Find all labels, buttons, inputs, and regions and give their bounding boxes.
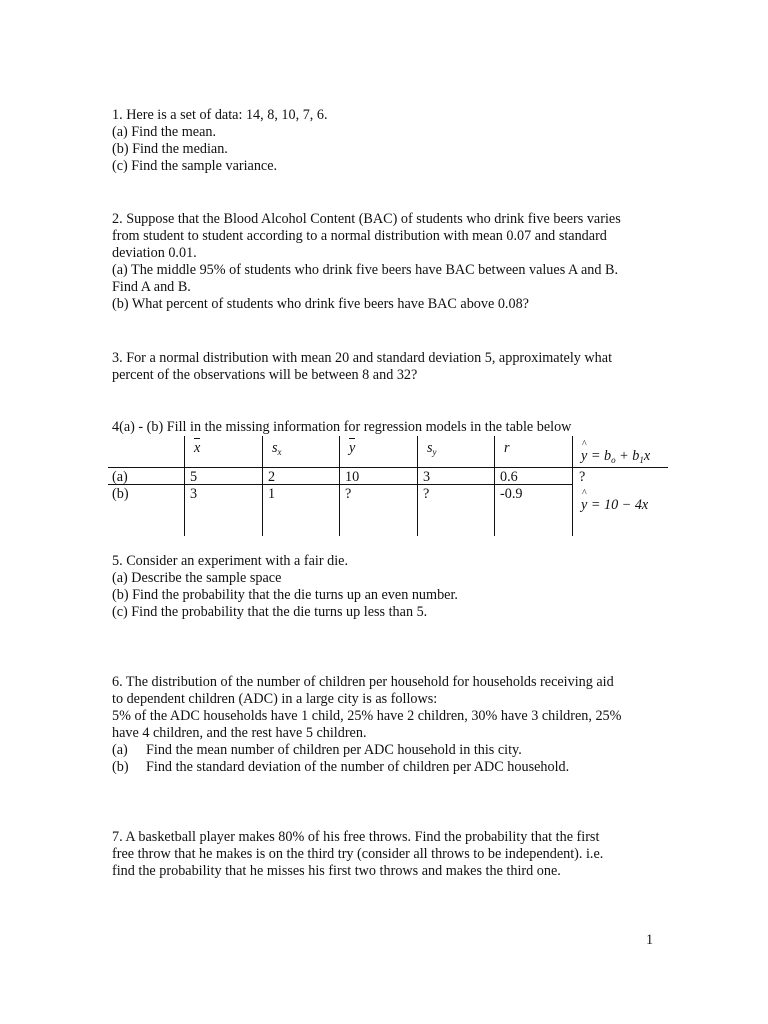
table-divider [417,436,418,536]
r-symbol: r [504,440,510,456]
sx-symbol: s [272,440,278,456]
q1-line: (b) Find the median. [112,141,228,157]
q2-line: (a) The middle 95% of students who drink five beers have BAC between values A and B. [112,262,619,278]
header-y-bar [349,440,355,457]
cell-x-bar: 5 [190,469,198,485]
q2-line: 2. Suppose that the Blood Alcohol Content (BAC) of students who drink five beers varies [112,211,621,227]
q4-intro: 4(a) - (b) Fill in the missing information for regression models in the table below [112,419,572,435]
x-bar-symbol: x [194,440,201,456]
y-bar-symbol: y [349,440,356,456]
row-label: (a) [112,469,128,485]
question-2 [112,211,672,313]
q2-line: deviation 0.01. [112,245,197,261]
q1-line: (a) Find the mean. [112,124,217,140]
q6-item [112,759,672,776]
table-divider [572,436,573,536]
regression-table [108,418,668,528]
eq-part: = b [587,448,612,464]
q5-line: (b) Find the probability that the die turns up an even number. [112,587,458,603]
header-x-bar [194,440,200,457]
cell-r: -0.9 [500,486,523,502]
q6-item-label: (b) [112,759,129,775]
question-1 [112,107,672,175]
q2-line: from student to student according to a normal distribution with mean 0.07 and standard [112,228,607,244]
table-divider [184,436,185,536]
q6-line: have 4 children, and the rest have 5 children. [112,725,367,741]
eq-part: = 10 − 4x [587,497,649,513]
q5-line: 5. Consider an experiment with a fair die. [112,553,348,569]
table-divider [339,436,340,536]
table-divider [262,436,263,536]
table-divider [494,436,495,536]
eq-part: x [643,448,651,464]
cell-sx: 2 [268,469,276,485]
q1-line: (c) Find the sample variance. [112,158,278,174]
eq-subscript: 1 [639,455,644,465]
q6-line: 5% of the ADC households have 1 child, 25% have 2 children, 30% have 3 children, 25% [112,708,622,724]
q6-line: to dependent children (ADC) in a large city is as follows: [112,691,438,707]
question-5 [112,553,672,621]
question-3 [112,350,672,384]
q6-item [112,742,672,759]
q3-line: percent of the observations will be between 8 and 32? [112,367,418,383]
cell-equation [581,497,648,514]
page-number: 1 [646,932,654,948]
question-7 [112,829,672,880]
q2-line: Find A and B. [112,279,191,295]
cell-sy: 3 [423,469,431,485]
cell-sy: ? [423,486,430,502]
q1-line: 1. Here is a set of data: 14, 8, 10, 7, 6. [112,107,328,123]
sy-symbol: s [427,440,433,456]
sy-subscript: y [432,447,437,457]
q7-line: find the probability that he misses his first two throws and makes the third one. [112,863,561,879]
cell-r: 0.6 [500,469,518,485]
q6-item-text: Find the mean number of children per ADC household in this city. [146,742,522,758]
y-hat-symbol: ^ y [581,448,587,465]
y-hat-symbol: ^ y [581,497,587,514]
cell-x-bar: 3 [190,486,198,502]
q7-line: free throw that he makes is on the third try (consider all throws to be independent). i.e. [112,846,604,862]
q5-line: (c) Find the probability that the die turns up less than 5. [112,604,428,620]
q6-item-text: Find the standard deviation of the number of children per ADC household. [146,759,570,775]
q6-item-label: (a) [112,742,128,758]
q3-line: 3. For a normal distribution with mean 20 and standard deviation 5, approximately what [112,350,613,366]
sx-subscript: x [277,447,282,457]
q2-line: (b) What percent of students who drink five beers have BAC above 0.08? [112,296,529,312]
header-regression-equation [581,448,650,469]
question-6 [112,674,672,776]
q5-line: (a) Describe the sample space [112,570,282,586]
eq-part: + b [615,448,640,464]
header-r [504,440,510,457]
cell-equation: ? [579,469,586,485]
row-label: (b) [112,486,129,502]
q7-line: 7. A basketball player makes 80% of his free throws. Find the probability that the first [112,829,600,845]
header-sx [272,440,282,461]
cell-y-bar: ? [345,486,352,502]
header-sy [427,440,437,461]
cell-sx: 1 [268,486,276,502]
cell-y-bar: 10 [345,469,360,485]
q6-line: 6. The distribution of the number of children per household for households receiving aid [112,674,614,690]
eq-subscript: o [611,455,616,465]
